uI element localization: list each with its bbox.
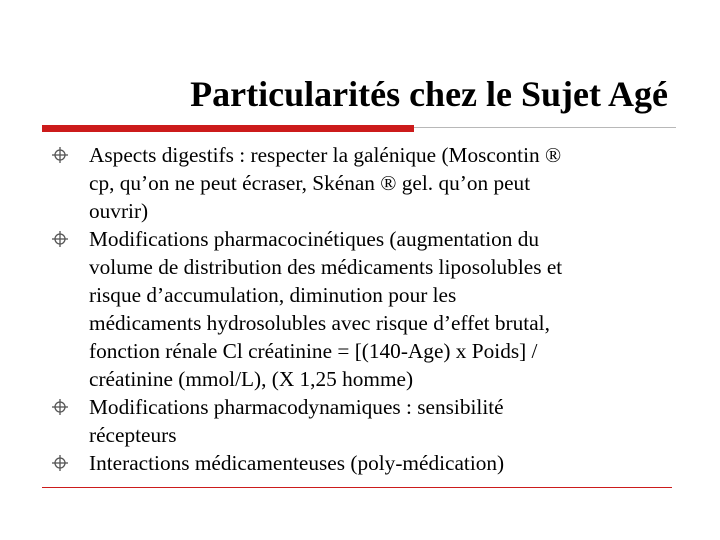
bullet-item-pharmacodynamics bbox=[52, 393, 682, 449]
crosshair-bullet-icon bbox=[52, 455, 68, 471]
footer-rule bbox=[42, 487, 672, 488]
bullet-line: risque d’accumulation, diminution pour les bbox=[89, 283, 457, 307]
bullet-item-pharmacokinetics bbox=[52, 225, 682, 393]
bullet-item-digestive-aspects bbox=[52, 141, 682, 225]
bullet-item-drug-interactions bbox=[52, 449, 682, 477]
bullet-line: volume de distribution des médicaments liposolubles et bbox=[89, 255, 563, 279]
bullet-line: ouvrir) bbox=[89, 199, 149, 223]
crosshair-bullet-icon bbox=[52, 399, 68, 415]
bullet-line: médicaments hydrosolubles avec risque d’effet brutal, bbox=[89, 311, 550, 335]
title-underline-thin bbox=[414, 127, 676, 128]
title-underline-red bbox=[42, 125, 414, 132]
bullet-line: fonction rénale Cl créatinine = [(140-Age) x Poids] / bbox=[89, 339, 538, 363]
bullet-line: cp, qu’on ne peut écraser, Skénan ® gel. qu’on peut bbox=[89, 171, 531, 195]
bullet-line: Modifications pharmacocinétiques (augmentation du bbox=[89, 227, 540, 251]
crosshair-bullet-icon bbox=[52, 147, 68, 163]
bullet-line: récepteurs bbox=[89, 423, 177, 447]
bullet-line: Interactions médicamenteuses (poly-médication) bbox=[89, 451, 505, 475]
bullet-list bbox=[52, 141, 682, 477]
bullet-line: Modifications pharmacodynamiques : sensibilité bbox=[89, 395, 504, 419]
slide-title: Particularités chez le Sujet Agé bbox=[190, 74, 668, 114]
bullet-line: créatinine (mmol/L), (X 1,25 homme) bbox=[89, 367, 414, 391]
bullet-line: Aspects digestifs : respecter la galénique (Moscontin ® bbox=[89, 143, 562, 167]
crosshair-bullet-icon bbox=[52, 231, 68, 247]
